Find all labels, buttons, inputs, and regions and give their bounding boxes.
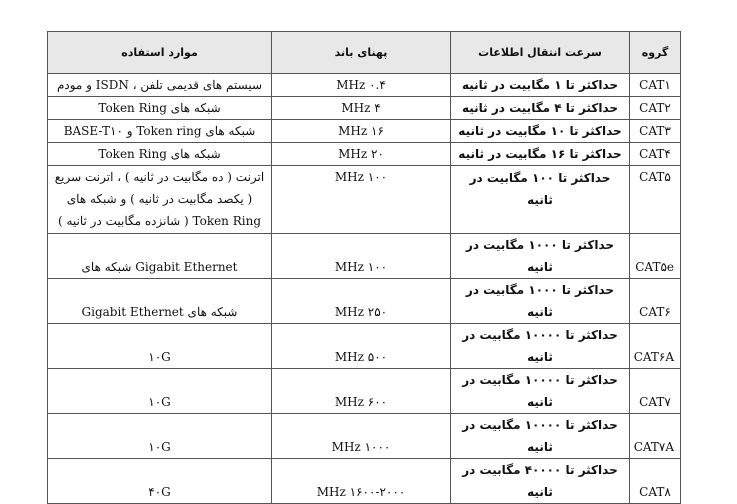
table-row <box>48 166 681 234</box>
table-row <box>48 234 681 279</box>
cable-category-table <box>47 31 681 504</box>
cell-bandwidth: ۱۰۰۰ MHz <box>272 414 451 459</box>
cell-group: CAT۵ <box>630 166 681 234</box>
cell-group: CAT۲ <box>630 97 681 120</box>
table-row <box>48 279 681 324</box>
header-group: گروه <box>630 32 681 74</box>
cell-group: CAT۷ <box>630 369 681 414</box>
cell-group: CAT۸ <box>630 459 681 504</box>
cell-speed: حداکثر تا ۱۰۰۰۰ مگابیت در ثانیه <box>451 324 630 369</box>
header-row <box>48 32 681 74</box>
cell-bandwidth: ۱۰۰ MHz <box>272 166 451 234</box>
cell-uses: ۱۰G <box>48 414 272 459</box>
table-row <box>48 459 681 504</box>
header-uses: موارد استفاده <box>48 32 272 74</box>
cell-speed: حداکثر تا ۱ مگابیت در ثانیه <box>451 74 630 97</box>
cell-uses: سیستم های قدیمی تلفن ، ISDN و مودم <box>48 74 272 97</box>
table-row <box>48 120 681 143</box>
header-bandwidth: پهنای باند <box>272 32 451 74</box>
cell-uses: Gigabit Ethernet شبکه های <box>48 234 272 279</box>
cell-bandwidth: ۵۰۰ MHz <box>272 324 451 369</box>
table-row <box>48 324 681 369</box>
cell-group: CAT۱ <box>630 74 681 97</box>
cell-bandwidth: ۶۰۰ MHz <box>272 369 451 414</box>
cell-uses: شبکه های Gigabit Ethernet <box>48 279 272 324</box>
cell-speed: حداکثر تا ۱۶ مگابیت در ثانیه <box>451 143 630 166</box>
cell-group: CAT۳ <box>630 120 681 143</box>
header-speed: سرعت انتقال اطلاعات <box>451 32 630 74</box>
table-row <box>48 369 681 414</box>
cell-bandwidth: ۲۵۰ MHz <box>272 279 451 324</box>
cell-uses: اترنت ( ده مگابیت در ثانیه ) ، اترنت سریع ( یکصد مگابیت در ثانیه ) و شبکه های Token Ring ( شانزده مگابیت در ثانیه ) <box>48 166 272 234</box>
cell-group: CAT۷A <box>630 414 681 459</box>
cell-bandwidth: ۱۶۰۰-۲۰۰۰ MHz <box>272 459 451 504</box>
cell-bandwidth: ۴ MHz <box>272 97 451 120</box>
cell-speed: حداکثر تا ۱۰ مگابیت در ثانیه <box>451 120 630 143</box>
cell-speed: حداکثر تا ۱۰۰۰ مگابیت در ثانیه <box>451 234 630 279</box>
cell-uses: شبکه های Token Ring <box>48 143 272 166</box>
table-row <box>48 97 681 120</box>
cell-uses: شبکه های Token ring و BASE-T۱۰ <box>48 120 272 143</box>
cell-bandwidth: ۱۶ MHz <box>272 120 451 143</box>
cell-uses: ۱۰G <box>48 369 272 414</box>
cell-speed: حداکثر تا ۴۰۰۰۰ مگابیت در ثانیه <box>451 459 630 504</box>
cell-group: CAT۶ <box>630 279 681 324</box>
cell-group: CAT۵e <box>630 234 681 279</box>
cell-bandwidth: ۲۰ MHz <box>272 143 451 166</box>
cell-speed: حداکثر تا ۱۰۰۰۰ مگابیت در ثانیه <box>451 414 630 459</box>
cell-speed: حداکثر تا ۱۰۰۰۰ مگابیت در ثانیه <box>451 369 630 414</box>
table-row <box>48 143 681 166</box>
cell-speed: حداکثر تا ۱۰۰۰ مگابیت در ثانیه <box>451 279 630 324</box>
cell-group: CAT۶A <box>630 324 681 369</box>
cell-speed: حداکثر تا ۱۰۰ مگابیت در ثانیه <box>451 166 630 234</box>
cell-uses: ۱۰G <box>48 324 272 369</box>
cell-uses: ۴۰G <box>48 459 272 504</box>
table-row <box>48 74 681 97</box>
cell-group: CAT۴ <box>630 143 681 166</box>
cell-bandwidth: ۰.۴ MHz <box>272 74 451 97</box>
table-row <box>48 414 681 459</box>
cell-uses: شبکه های Token Ring <box>48 97 272 120</box>
cell-bandwidth: ۱۰۰ MHz <box>272 234 451 279</box>
cell-speed: حداکثر تا ۴ مگابیت در ثانیه <box>451 97 630 120</box>
